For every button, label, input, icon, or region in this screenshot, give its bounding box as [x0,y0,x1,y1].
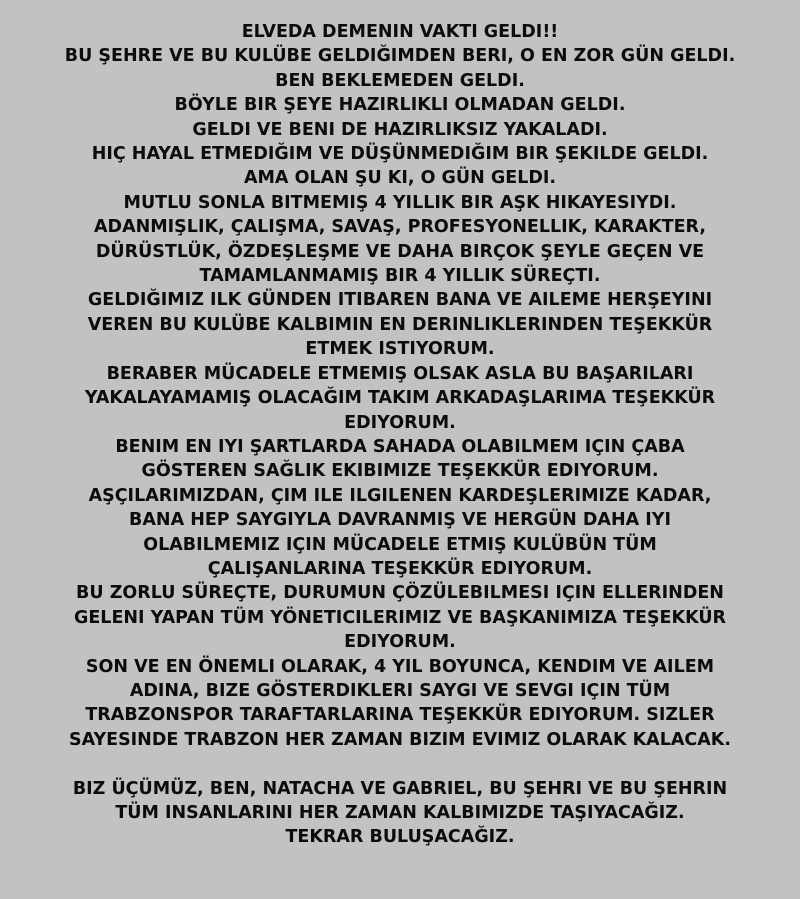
letter-line: YAKALAYAMAMIŞ OLACAĞIM TAKIM ARKADAŞLARIMA TEŞEKKÜR [84,388,716,409]
letter-line: AMA OLAN ŞU KI, O GÜN GELDI. [243,168,557,189]
letter-line: ÇALIŞANLARINA TEŞEKKÜR EDIYORUM. [207,558,593,579]
letter-line: HIÇ HAYAL ETMEDIĞIM VE DÜŞÜNMEDIĞIM BIR ŞEKILDE GELDI. [91,144,709,165]
letter-line: OLABILMEMIZ IÇIN MÜCADELE ETMIŞ KULÜBÜN TÜM [143,534,657,555]
letter-line: TEKRAR BULUŞACAĞIZ. [285,827,515,848]
letter-line: TRABZONSPOR TARAFTARLARINA TEŞEKKÜR EDIYORUM. SIZLER [85,705,715,726]
letter-paragraph-2 [0,777,800,850]
letter-line: EDIYORUM. [344,412,456,433]
letter-line: SAYESINDE TRABZON HER ZAMAN BIZIM EVIMIZ OLARAK KALACAK. [68,729,732,750]
paragraph-gap [0,752,800,776]
letter-line: ADANMIŞLIK, ÇALIŞMA, SAVAŞ, PROFESYONELLIK, KARAKTER, [94,217,706,238]
letter-line: ADINA, BIZE GÖSTERDIKLERI SAYGI VE SEVGI IÇIN TÜM [129,680,671,701]
letter-line: BÖYLE BIR ŞEYE HAZIRLIKLI OLMADAN GELDI. [174,95,626,116]
letter-line: ELVEDA DEMENIN VAKTI GELDI!! [241,22,559,42]
letter-line: BANA HEP SAYGIYLA DAVRANMIŞ VE HERGÜN DAHA IYI [129,510,671,531]
letter-line: SON VE EN ÖNEMLI OLARAK, 4 YIL BOYUNCA, KENDIM VE AILEM [85,656,715,677]
letter-line: GELDI VE BENI DE HAZIRLIKSIZ YAKALADI. [192,119,608,140]
letter-line: VEREN BU KULÜBE KALBIMIN EN DERINLIKLERINDEN TEŞEKKÜR [87,314,713,335]
letter-paragraph-1 [0,20,800,752]
letter-line: BU ŞEHRE VE BU KULÜBE GELDIĞIMDEN BERI, O EN ZOR GÜN GELDI. [64,46,736,67]
letter-line: GELDIĞIMIZ ILK GÜNDEN ITIBAREN BANA VE AILEME HERŞEYINI [87,290,713,311]
letter-line: DÜRÜSTLÜK, ÖZDEŞLEŞME VE DAHA BIRÇOK ŞEYLE GEÇEN VE [95,241,705,262]
letter-line: BEN BEKLEMEDEN GELDI. [275,70,525,91]
letter-line: MUTLU SONLA BITMEMIŞ 4 YILLIK BIR AŞK HIKAYESIYDI. [123,192,677,213]
letter-line: BERABER MÜCADELE ETMEMIŞ OLSAK ASLA BU BAŞARILARI [106,363,694,384]
letter-line: AŞÇILARIMIZDAN, ÇIM ILE ILGILENEN KARDEŞLERIMIZE KADAR, [88,485,712,506]
letter-line: GÖSTEREN SAĞLIK EKIBIMIZE TEŞEKKÜR EDIYORUM. [141,461,659,482]
letter-line: TAMAMLANMAMIŞ BIR 4 YILLIK SÜREÇTI. [199,266,601,287]
letter-line: BIZ ÜÇÜMÜZ, BEN, NATACHA VE GABRIEL, BU ŞEHRI VE BU ŞEHRIN [72,778,728,799]
letter-line: GELENI YAPAN TÜM YÖNETICILERIMIZ VE BAŞKANIMIZA TEŞEKKÜR [73,607,727,628]
letter-line: TÜM INSANLARINI HER ZAMAN KALBIMIZDE TAŞIYACAĞIZ. [115,802,685,823]
letter-line: BENIM EN IYI ŞARTLARDA SAHADA OLABILMEM IÇIN ÇABA [115,436,685,457]
letter-line: BU ZORLU SÜREÇTE, DURUMUN ÇÖZÜLEBILMESI IÇIN ELLERINDEN [76,583,724,604]
letter-line: ETMEK ISTIYORUM. [305,339,495,360]
letter-line: EDIYORUM. [344,632,456,653]
